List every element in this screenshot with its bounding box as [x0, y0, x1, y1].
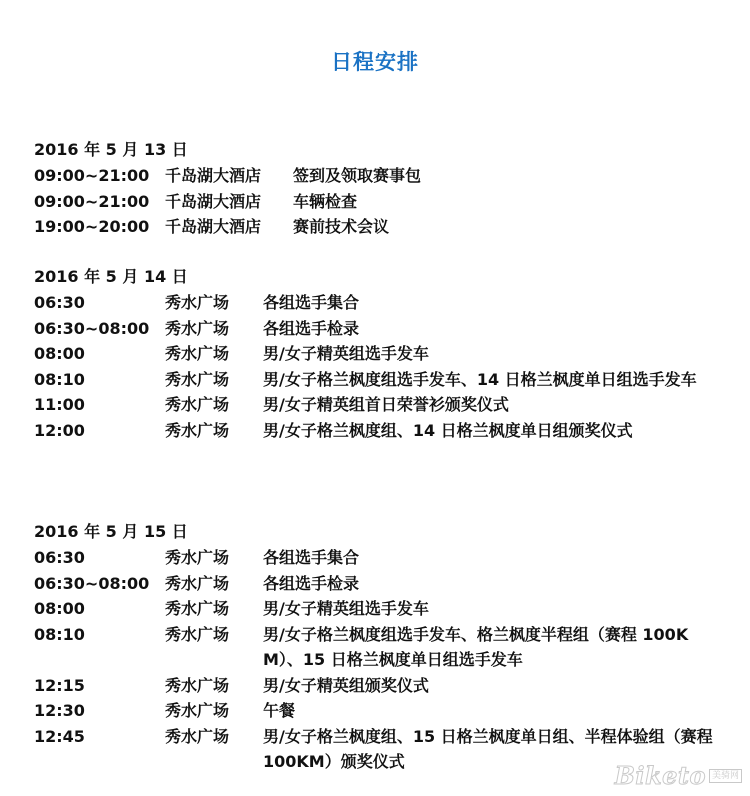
schedule-row [34, 189, 724, 215]
row-time: 12:30 [34, 701, 85, 720]
row-place: 秀水广场 [165, 293, 230, 312]
schedule-row [34, 545, 724, 571]
day-date-heading: 2016 年 5 月 13 日 [34, 140, 188, 159]
row-place: 秀水广场 [165, 599, 230, 618]
schedule-row [34, 622, 724, 673]
row-event: 男/女子格兰枫度组、14 日格兰枫度单日组颁奖仪式 [263, 420, 633, 440]
row-place: 秀水广场 [165, 726, 230, 746]
row-time: 08:10 [34, 624, 85, 644]
row-time: 19:00~20:00 [34, 217, 150, 236]
row-place: 秀水广场 [165, 369, 230, 389]
row-place: 秀水广场 [165, 624, 230, 644]
schedule-row [34, 341, 724, 367]
row-time: 06:30 [34, 548, 85, 567]
schedule-row [34, 392, 724, 418]
row-event: 男/女子精英组选手发车 [263, 599, 429, 618]
row-event: 男/女子精英组选手发车 [263, 344, 429, 363]
row-time: 06:30~08:00 [34, 573, 150, 593]
schedule-row [34, 571, 724, 597]
row-event: 男/女子格兰枫度组、15 日格兰枫度单日组、半程体验组（赛程 100KM）颁奖仪式 [263, 726, 713, 771]
row-time: 12:15 [34, 675, 85, 695]
row-time: 12:45 [34, 726, 85, 746]
row-event: 男/女子格兰枫度组选手发车、格兰枫度半程组（赛程 100KM）、15 日格兰枫度单日组选手发车 [263, 624, 689, 669]
row-event: 车辆检查 [293, 191, 358, 211]
row-place: 千岛湖大酒店 [165, 217, 262, 236]
row-place: 秀水广场 [165, 701, 230, 720]
watermark-logo-text: Biketo [614, 761, 706, 790]
row-place: 秀水广场 [165, 318, 230, 338]
row-time: 11:00 [34, 395, 85, 414]
row-event: 签到及领取赛事包 [293, 166, 422, 185]
row-event: 男/女子精英组颁奖仪式 [263, 675, 429, 695]
page-title: 日程安排 [331, 50, 419, 74]
row-time: 06:30~08:00 [34, 318, 150, 338]
row-time: 06:30 [34, 293, 85, 312]
row-event: 各组选手检录 [263, 573, 360, 593]
row-event: 男/女子精英组首日荣誉衫颁奖仪式 [263, 395, 509, 414]
schedule-row [34, 698, 724, 724]
row-place: 秀水广场 [165, 675, 230, 695]
schedule-row [34, 673, 724, 699]
row-place: 秀水广场 [165, 573, 230, 593]
day-date-heading: 2016 年 5 月 14 日 [34, 267, 188, 286]
row-event: 赛前技术会议 [293, 217, 390, 236]
row-time: 08:10 [34, 369, 85, 389]
schedule-row [34, 163, 724, 189]
watermark-badge: 美骑网 [709, 769, 742, 783]
row-event: 男/女子格兰枫度组选手发车、14 日格兰枫度单日组选手发车 [263, 369, 697, 389]
row-place: 秀水广场 [165, 548, 230, 567]
biketo-watermark [615, 761, 742, 790]
row-place: 千岛湖大酒店 [165, 166, 262, 185]
row-event: 各组选手检录 [263, 318, 360, 338]
row-time: 09:00~21:00 [34, 166, 150, 185]
row-event: 各组选手集合 [263, 548, 360, 567]
schedule-day-may-14 [34, 264, 724, 443]
schedule-row [34, 367, 724, 393]
row-event: 午餐 [263, 701, 296, 720]
row-place: 秀水广场 [165, 395, 230, 414]
schedule-row [34, 316, 724, 342]
row-time: 08:00 [34, 344, 85, 363]
schedule-row [34, 596, 724, 622]
row-place: 秀水广场 [165, 420, 230, 440]
day-date-heading: 2016 年 5 月 15 日 [34, 522, 188, 541]
row-time: 09:00~21:00 [34, 191, 150, 211]
schedule-day-may-15 [34, 519, 724, 775]
schedule-row [34, 418, 724, 444]
row-time: 08:00 [34, 599, 85, 618]
row-place: 千岛湖大酒店 [165, 191, 262, 211]
schedule-row [34, 214, 724, 240]
row-event: 各组选手集合 [263, 293, 360, 312]
schedule-day-may-13 [34, 137, 724, 240]
row-time: 12:00 [34, 420, 85, 440]
row-place: 秀水广场 [165, 344, 230, 363]
schedule-row [34, 290, 724, 316]
